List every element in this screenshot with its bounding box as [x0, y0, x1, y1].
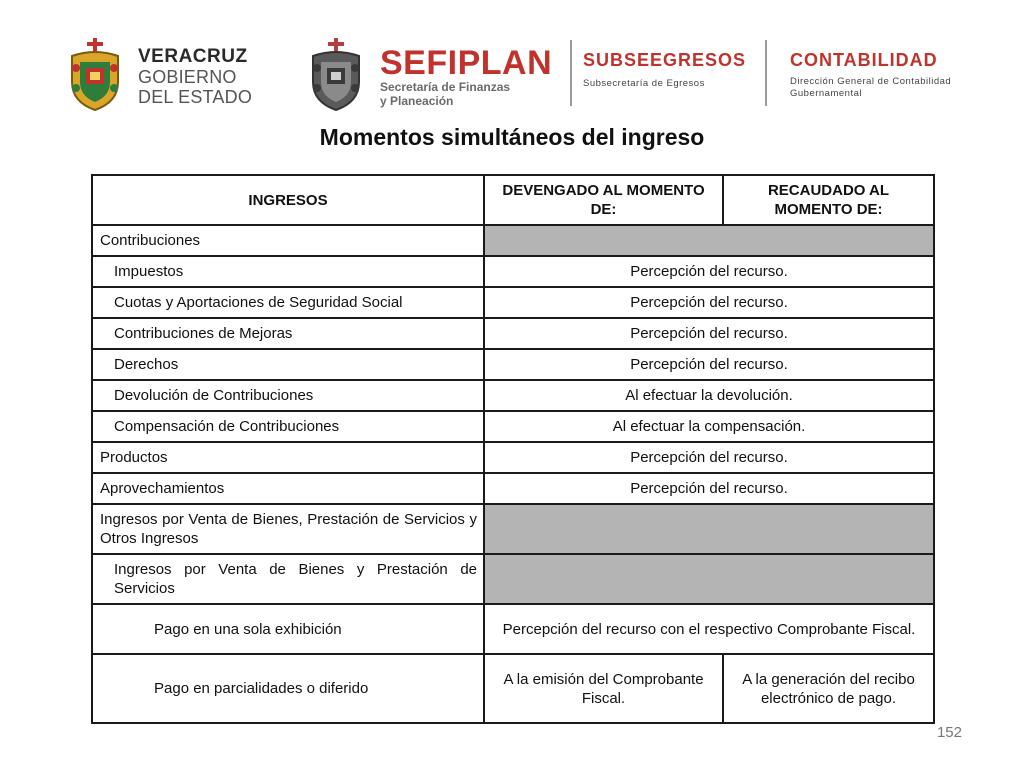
row-label: Ingresos por Venta de Bienes, Prestación de Servicios y Otros Ingresos: [92, 504, 484, 554]
row-value: Percepción del recurso.: [484, 442, 934, 473]
row-label: Pago en una sola exhibición: [92, 604, 484, 654]
header: [0, 0, 1024, 120]
contabilidad-sub2: Gubernamental: [790, 88, 862, 99]
subseegresos-title: SUBSEEGRESOS: [583, 50, 747, 70]
row-value: Percepción del recurso.: [484, 256, 934, 287]
row-label: Aprovechamientos: [92, 473, 484, 504]
row-label: Impuestos: [92, 256, 484, 287]
table-row: [92, 504, 934, 554]
table-row: [92, 473, 934, 504]
header-ingresos: INGRESOS: [92, 175, 484, 225]
shaded-cell: [484, 504, 934, 554]
table-row: [92, 554, 934, 604]
row-label: Compensación de Contribuciones: [92, 411, 484, 442]
row-devengado: A la emisión del Comprobante Fiscal.: [484, 654, 723, 723]
row-label: Pago en parcialidades o diferido: [92, 654, 484, 723]
row-value: Percepción del recurso con el respectivo Comprobante Fiscal.: [484, 604, 934, 654]
row-label: Productos: [92, 442, 484, 473]
table-header-row: [92, 175, 934, 225]
subseegresos-sub: Subsecretaría de Egresos: [583, 78, 705, 89]
header-recaudado: RECAUDADO AL MOMENTO DE:: [723, 175, 934, 225]
contabilidad-title: CONTABILIDAD: [790, 50, 938, 70]
row-value: Al efectuar la devolución.: [484, 380, 934, 411]
separator-1: [570, 40, 572, 106]
row-value: Percepción del recurso.: [484, 318, 934, 349]
table-row: [92, 604, 934, 654]
contabilidad-sub1: Dirección General de Contabilidad: [790, 76, 952, 87]
separator-2: [765, 40, 767, 106]
row-value: Percepción del recurso.: [484, 473, 934, 504]
table-row: [92, 318, 934, 349]
table-row: [92, 442, 934, 473]
row-label: Devolución de Contribuciones: [92, 380, 484, 411]
table-row: [92, 411, 934, 442]
sefiplan-sub1: Secretaría de Finanzas: [380, 80, 511, 94]
page-number: 152: [936, 724, 962, 741]
table-row: [92, 256, 934, 287]
row-value: Percepción del recurso.: [484, 349, 934, 380]
shaded-cell: [484, 554, 934, 604]
sefiplan-sub2: y Planeación: [380, 94, 454, 108]
row-recaudado: A la generación del recibo electrónico de pago.: [723, 654, 934, 723]
row-value: Al efectuar la compensación.: [484, 411, 934, 442]
shaded-cell: [484, 225, 934, 256]
row-label: Contribuciones de Mejoras: [92, 318, 484, 349]
header-devengado: DEVENGADO AL MOMENTO DE:: [484, 175, 723, 225]
sefiplan-logo: [380, 46, 552, 108]
row-label: Cuotas y Aportaciones de Seguridad Social: [92, 287, 484, 318]
sefiplan-name: SEFIPLAN: [380, 44, 553, 82]
table-row: [92, 349, 934, 380]
table-row: [92, 654, 934, 723]
veracruz-coat-of-arms-icon: [64, 38, 126, 112]
row-label: Ingresos por Venta de Bienes y Prestación de Servicios: [92, 554, 484, 604]
veracruz-line1: VERACRUZ: [138, 46, 248, 67]
veracruz-logo-text: [138, 47, 252, 107]
row-label: Derechos: [92, 349, 484, 380]
row-value: Percepción del recurso.: [484, 287, 934, 318]
ingresos-table: [91, 174, 935, 724]
contabilidad-logo: [790, 50, 951, 100]
veracruz-line3: DEL ESTADO: [138, 87, 253, 107]
sefiplan-emblem-icon: [305, 38, 367, 112]
table-row: [92, 380, 934, 411]
table-row: [92, 225, 934, 256]
page-title: Momentos simultáneos del ingreso: [319, 124, 705, 150]
veracruz-line2: GOBIERNO: [138, 67, 237, 87]
subseegresos-logo: [583, 50, 746, 90]
table-row: [92, 287, 934, 318]
row-label: Contribuciones: [92, 225, 484, 256]
